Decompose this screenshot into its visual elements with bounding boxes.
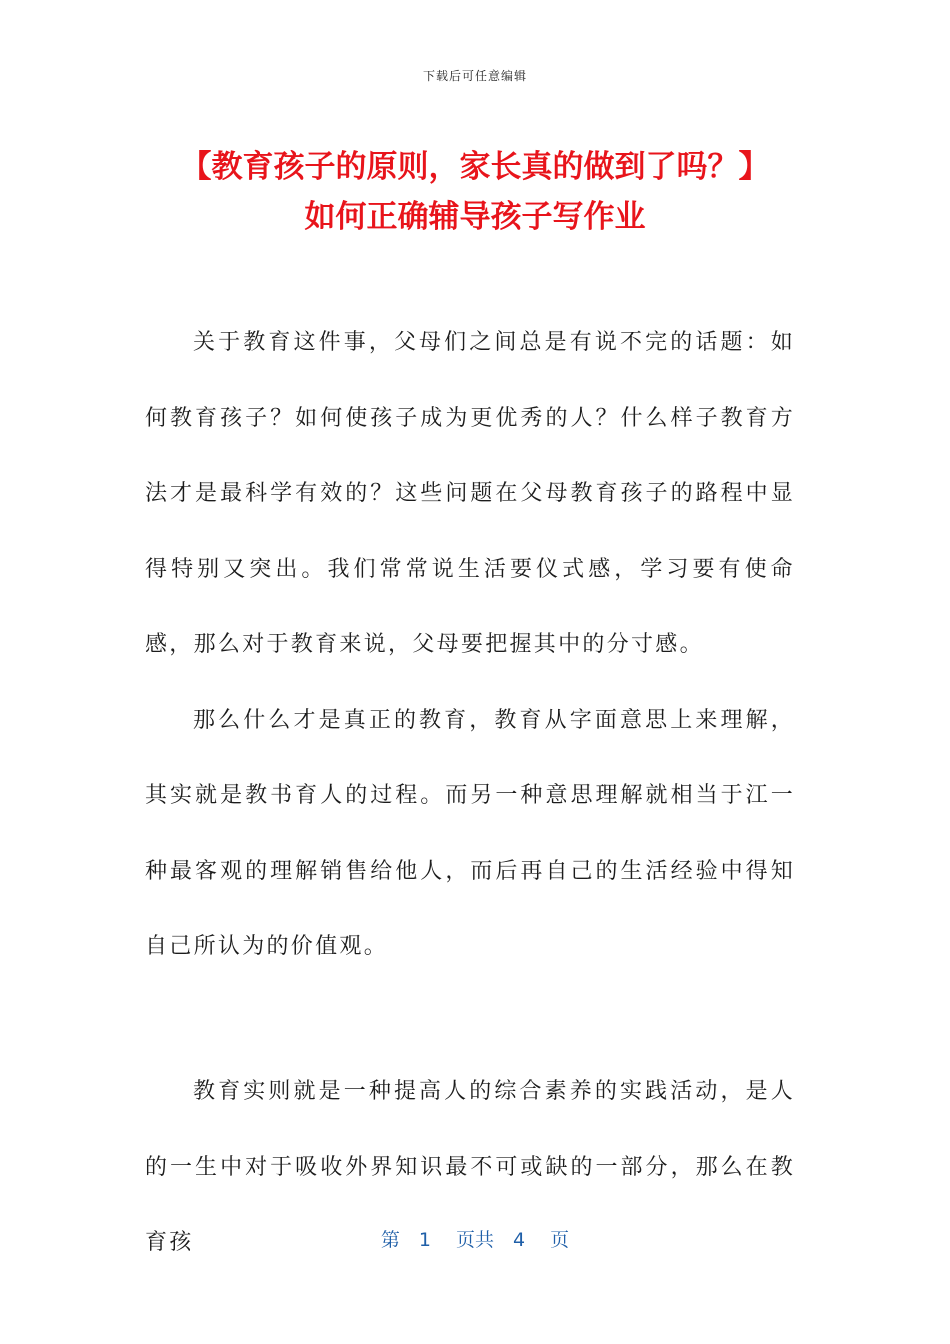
title-line-2: 如何正确辅导孩子写作业 bbox=[304, 199, 646, 235]
document-title bbox=[60, 142, 890, 242]
paragraph-1: 关于教育这件事，父母们之间总是有说不完的话题：如何教育孩子？如何使孩子成为更优秀的人？什么样子教育方法才是最科学有效的？这些问题在父母教育孩子的路程中显得特别又突出。我们常常说生活要仪式感，学习要有使命感，那么对于教育来说，父母要把握其中的分寸感。 bbox=[145, 330, 795, 657]
title-line-1: 【教育孩子的原则，家长真的做到了吗？】 bbox=[180, 149, 770, 185]
paragraph-2: 那么什么才是真正的教育，教育从字面意思上来理解，其实就是教书育人的过程。而另一种意思理解就相当于江一种最客观的理解销售给他人，而后再自己的生活经验中得知自己所认为的价值观。 bbox=[145, 707, 795, 959]
header-note: 下载后可任意编辑 bbox=[422, 69, 527, 83]
body-text-block-1 bbox=[145, 305, 795, 985]
page-number-footer: 第 1 页共 4 页 bbox=[380, 1229, 570, 1251]
paragraph-3: 教育实则就是一种提高人的综合素养的实践活动，是人的一生中对于吸收外界知识最不可或缺的一部分，那么在教育孩 bbox=[145, 1079, 795, 1255]
